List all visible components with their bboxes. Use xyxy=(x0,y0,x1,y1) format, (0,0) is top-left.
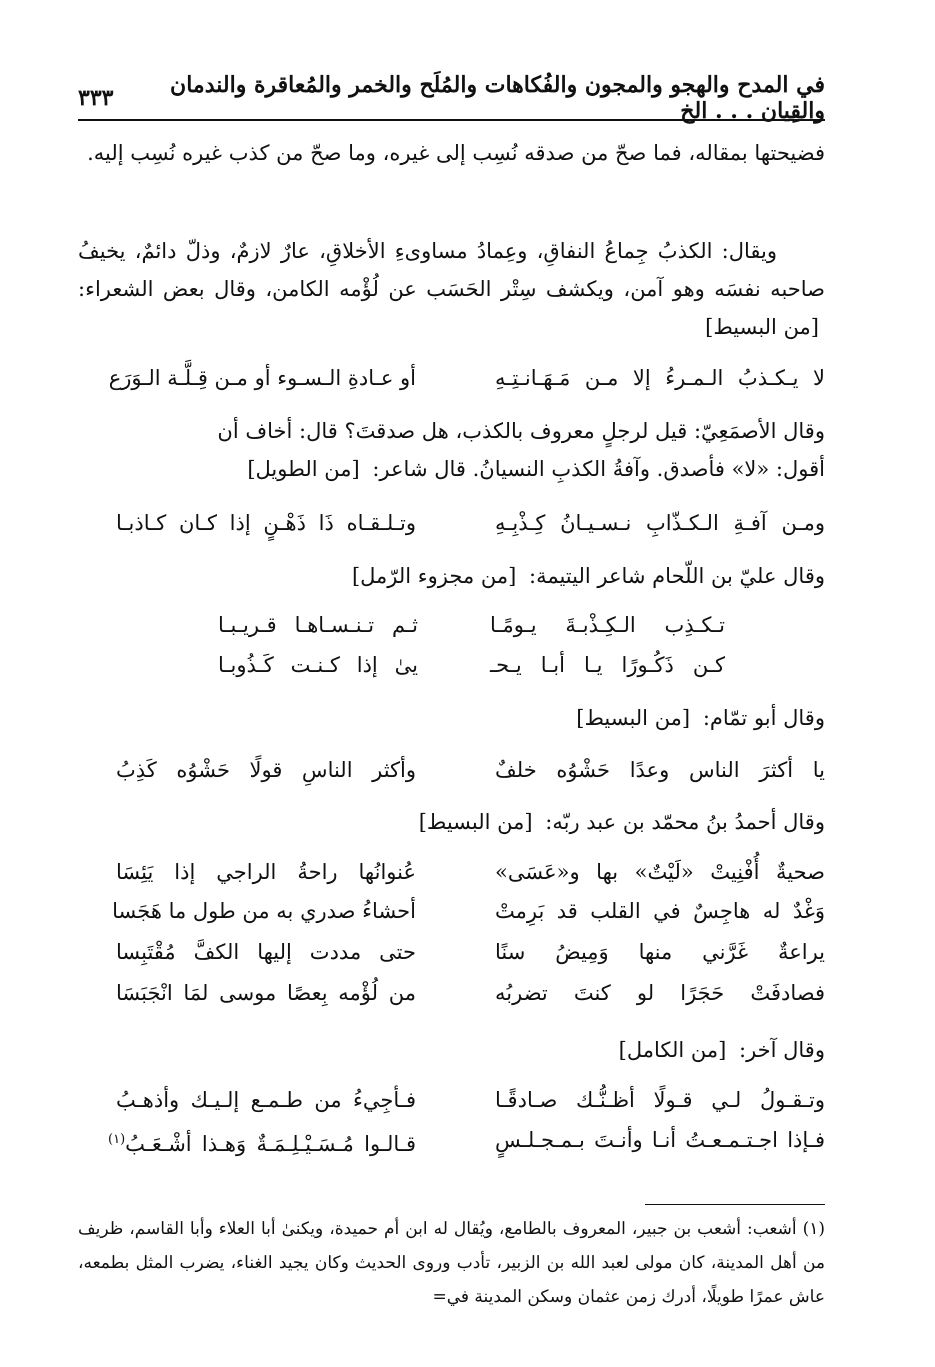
paragraph-6 xyxy=(78,803,825,841)
verse-2-first-hemistich: ومـن آفـةِ الـكـذّابِ نـسـيـانُ كِـذْبِـهِ xyxy=(495,511,825,535)
verse-8-first-hemistich: يراعةٌ غَرَّني منها وَمِيضُ سنًا xyxy=(495,940,825,964)
verse-10-second-hemistich: فـأجِيءُ من طـمـع إلـيـك وأذهـبُ xyxy=(116,1088,416,1112)
verse-9-first-hemistich: فصادفَتْ حَجَرًا لو كنتَ تضربُه xyxy=(495,981,825,1005)
verse-6-second-hemistich: عُنوانُها راحةُ الراجي إذا يَئِسَا xyxy=(116,860,416,884)
verse-10 xyxy=(78,1081,825,1119)
footnote-1: (١) أشعب: أشعب بن جبير، المعروف بالطامع، ويُقال له ابن أم حميدة، ويكنىٰ أبا العلاء وأبا القاسم، ظريف من أهل المدينة، كان مولى لعبد الله بن الزبير، تأدب وروى الحديث وكان يجيد الغناء، يضرب المثل بطمعه، عاش عمرًا طويلًا، أدرك زمن عثمان وسكن المدينة في= xyxy=(78,1219,825,1307)
running-title: في المدح والهجو والمجون والفُكاهات والمُلَح والخمر والمُعاقرة والندمان والقِيان . . . الخ xyxy=(170,72,825,124)
verse-4 xyxy=(78,646,825,684)
verse-1 xyxy=(78,359,825,397)
verse-5-second-hemistich: وأكثر الناسِ قولًا حَشْوُه كَذِبُ xyxy=(116,758,416,782)
verse-7-first-hemistich: وَغْدٌ له هاجِسٌ في القلب قد بَرِمتْ xyxy=(495,899,825,923)
verse-9-second-hemistich: من لُؤْمه بِعصًا موسى لمَا انْجَبَسَا xyxy=(116,981,416,1005)
meter-label-3: [من مجزوء الرّمل] xyxy=(351,564,517,588)
verse-11-first-hemistich: فـإذا اجـتـمـعـتُ أنـا وأنـتَ بـمـجـلـسٍ xyxy=(495,1128,825,1152)
meter-label-4: [من البسيط] xyxy=(576,706,691,730)
paragraph-6-text: وقال أحمدُ بنُ محمّد بن عبد ربّه: xyxy=(545,810,825,834)
verse-11-second-hemistich-text: قـالـوا مُـسَـيْـلِـمَـةٌ وَهـذا أشْـعَـبُ xyxy=(125,1132,416,1156)
paragraph-2 xyxy=(78,232,825,346)
paragraph-5 xyxy=(78,699,825,737)
paragraph-4 xyxy=(78,557,825,595)
verse-3 xyxy=(78,606,825,644)
paragraph-7-text: وقال آخر: xyxy=(739,1038,825,1062)
verse-10-first-hemistich: وتـقـولُ لـي قـولًا أظـنُّـك صـادقًـا xyxy=(495,1088,825,1112)
paragraph-7 xyxy=(78,1031,825,1069)
meter-label-2: [من الطويل] xyxy=(247,457,360,481)
running-header xyxy=(78,72,825,124)
verse-8 xyxy=(78,933,825,971)
header-rule xyxy=(78,119,825,121)
footnote-reference[interactable]: (١) xyxy=(108,1132,126,1147)
paragraph-1: فضيحتها بمقاله، فما صحّ من صدقه نُسِب إلى غيره، وما صحّ من كذب غيره نُسِب إليه. xyxy=(87,141,825,165)
verse-8-second-hemistich: حتى مددت إليها الكفَّ مُقْتَبِسا xyxy=(116,940,416,964)
paragraph-3-text: أقول: «لا» فأصدق. وآفةُ الكذبِ النسيانُ. قال شاعر: xyxy=(372,457,825,481)
verse-2-second-hemistich: وتـلـقـاه ذَا ذَهْـنٍ إذا كـان كـاذبـا xyxy=(116,511,416,535)
verse-6-first-hemistich: صحيةٌ أُفْنِيتْ «لَيْتٌ» بها و«عَسَى» xyxy=(495,860,825,884)
paragraph-2-text: ويقال: الكذبُ جِماعُ النفاقِ، وعِمادُ مساوىءِ الأخلاقِ، عارٌ لازمٌ، وذلّ دائمٌ، يخيفُ صاحبه نفسَه وهو آمن، ويكشف سِتْر الحَسَب عن لُؤْمه الكامن، وقال بعض الشعراء: xyxy=(78,239,825,301)
paragraph-4-text: وقال عليّ بن اللّحام شاعر اليتيمة: xyxy=(529,564,825,588)
verse-4-first-hemistich: كـن ذَكُـورًا يـا أبـا يـحـ xyxy=(490,653,725,677)
verse-1-first-hemistich: لا يـكـذبُ الـمـرءُ إلا مـن مَـهَـانـتِـهِ xyxy=(495,366,825,390)
verse-7-second-hemistich: أحشاءُ صدري به من طول ما هَجَسا xyxy=(112,899,416,923)
footnote-separator xyxy=(645,1204,825,1205)
verse-1-second-hemistich: أو عـادةِ الـسـوء أو مـن قِـلَّـة الـوَرَع xyxy=(108,366,416,390)
verse-5-first-hemistich: يا أكثرَ الناس وعدًا حَشْوُه خلفٌ xyxy=(495,758,825,782)
verse-11-second-hemistich xyxy=(108,1121,416,1163)
meter-label-6: [من الكامل] xyxy=(618,1038,727,1062)
verse-6 xyxy=(78,853,825,891)
paragraph-3-line-1: وقال الأصمَعِيّ: قيل لرجلٍ معروف بالكذب، هل صدقتَ؟ قال: أخاف أن xyxy=(217,419,825,443)
page-number: ٣٣٣ xyxy=(78,85,114,111)
verse-4-second-hemistich: يىٰ إذا كـنـت كَـذُوبـا xyxy=(218,653,418,677)
verse-11 xyxy=(78,1121,825,1159)
verse-3-second-hemistich: ثـم تـنـسـاهـا قـريـبـا xyxy=(218,613,418,637)
verse-9 xyxy=(78,974,825,1012)
verse-7 xyxy=(78,892,825,930)
paragraph-5-text: وقال أبو تمّام: xyxy=(702,706,825,730)
verse-3-first-hemistich: تـكـذِب الـكِـذْبـةَ يـومًـا xyxy=(490,613,725,637)
verse-5 xyxy=(78,751,825,789)
meter-label-1: [من البسيط] xyxy=(705,315,819,339)
meter-label-5: [من البسيط] xyxy=(418,810,533,834)
verse-2 xyxy=(78,504,825,542)
paragraph-3-line-2 xyxy=(78,450,825,488)
